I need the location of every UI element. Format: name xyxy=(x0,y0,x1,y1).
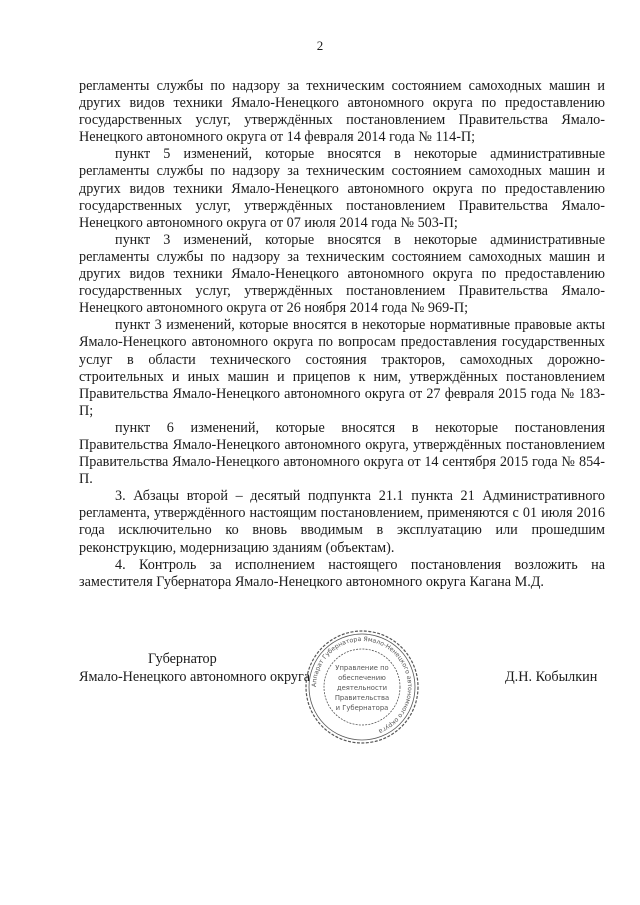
signatory-title: Губернатор xyxy=(148,651,217,667)
stamp-center-line: обеспечению xyxy=(338,674,386,682)
paragraph: 3. Абзацы второй – десятый подпункта 21.1 пункта 21 Административного регламента, утверждённого настоящим постановлением, применяются с 01 июля 2016 года исключительно ко вновь вводимым в эксплуатацию или прошедшим реконструкцию, модернизацию зданиям (объектам). xyxy=(79,488,605,556)
paragraph: пункт 5 изменений, которые вносятся в некоторые административные регламенты службы по надзору за техническим состоянием самоходных машин и других видов техники Ямало-Ненецкого автономного округа по предоставлению государственных услуг, утверждённых постановлением Правительства Ямало-Ненецкого автономного округа от 07 июля 2014 года № 503-П; xyxy=(79,146,605,231)
stamp-center-line: и Губернатора xyxy=(335,704,389,712)
stamp-seal-icon xyxy=(303,628,421,746)
signatory-organization: Ямало-Ненецкого автономного округа xyxy=(79,669,311,685)
paragraph: 4. Контроль за исполнением настоящего постановления возложить на заместителя Губернатора Ямало-Ненецкого автономного округа Кагана М.Д. xyxy=(79,556,605,590)
stamp-center-line: Правительства xyxy=(334,694,390,702)
stamp-ring-text: Аппарат Губернатора Ямало-Ненецкого автономного округа xyxy=(310,635,414,735)
signatory-name: Д.Н. Кобылкин xyxy=(505,669,598,685)
page-number: 2 xyxy=(316,38,324,53)
stamp-center-line: деятельности xyxy=(336,684,388,692)
stamp-center-line: Управление по xyxy=(335,664,389,672)
paragraph: регламенты службы по надзору за техническим состоянием самоходных машин и других видов техники Ямало-Ненецкого автономного округа по предоставлению государственных услуг, утверждённых постановлением Правительства Ямало-Ненецкого автономного округа от 14 февраля 2014 года № 114-П; xyxy=(79,78,605,146)
paragraph: пункт 3 изменений, которые вносятся в некоторые нормативные правовые акты Ямало-Ненецкого автономного округа по вопросам предоставления государственных услуг в области технического состояния тракторов, самоходных дорожно-строительных и иных машин и прицепов к ним, утверждённых постановлением Правительства Ямало-Ненецкого автономного округа от 27 февраля 2015 года № 183-П; xyxy=(79,317,605,419)
paragraph: пункт 6 изменений, которые вносятся в некоторые постановления Правительства Ямало-Ненецкого автономного округа, утверждённых постановлением Правительства Ямало-Ненецкого автономного округа от 14 сентября 2015 года № 854-П. xyxy=(79,419,605,488)
official-stamp xyxy=(303,628,421,746)
paragraph: пункт 3 изменений, которые вносятся в некоторые административные регламенты службы по надзору за техническим состоянием самоходных машин и других видов техники Ямало-Ненецкого автономного округа по предоставлению государственных услуг, утверждённых постановлением Правительства Ямало-Ненецкого автономного округа от 26 ноября 2014 года № 969-П; xyxy=(79,231,605,317)
